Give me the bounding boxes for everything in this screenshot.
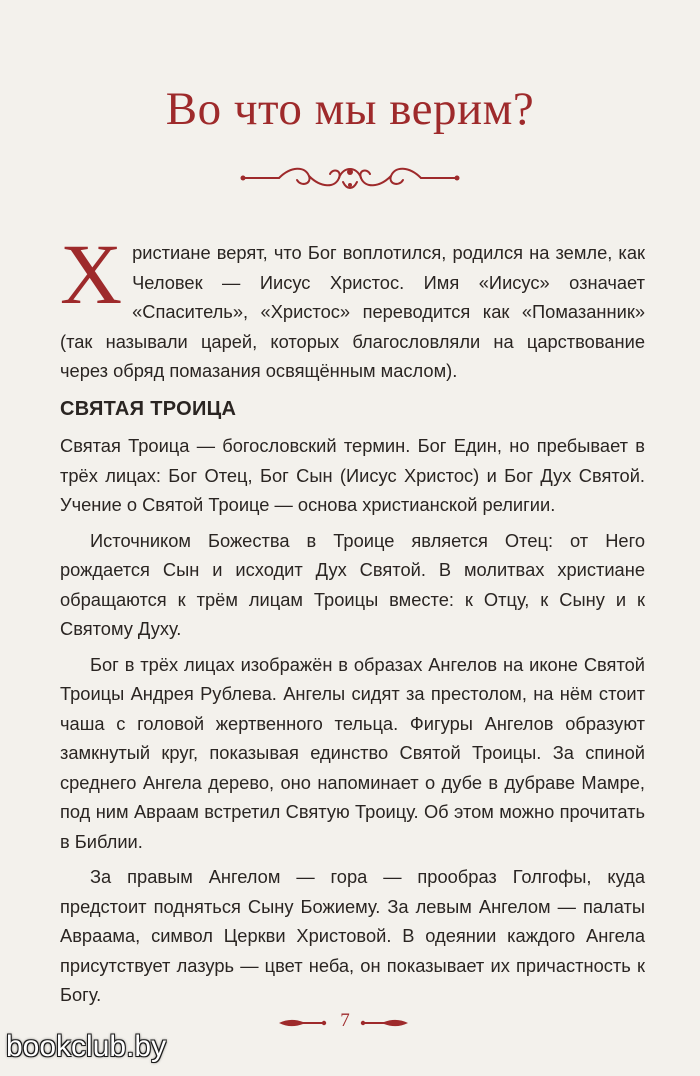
watermark: bookclub.by: [6, 1030, 167, 1063]
section-body: [60, 431, 645, 1010]
page-title: Во что мы верим?: [165, 83, 535, 135]
body-paragraph: Святая Троица — богословский термин. Бог Един, но пребывает в трёх лицах: Бог Отец, Бог Сын (Иисус Христос) и Бог Дух Святой. Учение о Святой Троице — основа христианской религии.: [60, 435, 645, 515]
footer-ornament-right-icon: [360, 1016, 410, 1030]
drop-cap: Х: [60, 226, 123, 322]
section-heading: СВЯТАЯ ТРОИЦА: [60, 398, 237, 420]
body-paragraph: Бог в трёх лицах изображён в образах Ангелов на иконе Святой Троицы Андрея Рублева. Ангелы сидят за престолом, на нём стоит чаша с головой жертвенного тельца. Фигуры Ангелов образуют замкнутый круг, показывая единство Святой Троицы. За спиной среднего Ангела дерево, оно напоминает о дубе в дубраве Мамре, под ним Авраам встретил Святую Троицу. Об этом можно прочитать в Библии.: [60, 653, 645, 852]
body-paragraph: За правым Ангелом — гора — прообраз Голгофы, куда предстоит подняться Сыну Божиему. За левым Ангелом — палаты Авраама, символ Церкви Христовой. В одеянии каждого Ангела присутствует лазурь — цвет неба, он показывает их причастность к Богу.: [60, 866, 645, 1005]
lead-text: ристиане верят, что Бог воплотился, родился на земле, как Человек — Иисус Христос. Имя «Иисус» означает «Спаситель», «Христос» переводится как «Помазанник» (так называли царей, которых благословляли на царствование через обряд помазания освящённым маслом).: [60, 242, 645, 381]
scroll-ornament-icon: [239, 160, 461, 194]
body-paragraph: Источником Божества в Троице является Отец: от Него рождается Сын и исходит Дух Святой. В молитвах христиане обращаются к трём лицам Троицы вместе: к Отцу, к Сыну и к Святому Духу.: [60, 529, 645, 639]
page-number: 7: [340, 1010, 350, 1031]
lead-paragraph: [60, 226, 645, 386]
footer-ornament-left-icon: [277, 1016, 327, 1030]
